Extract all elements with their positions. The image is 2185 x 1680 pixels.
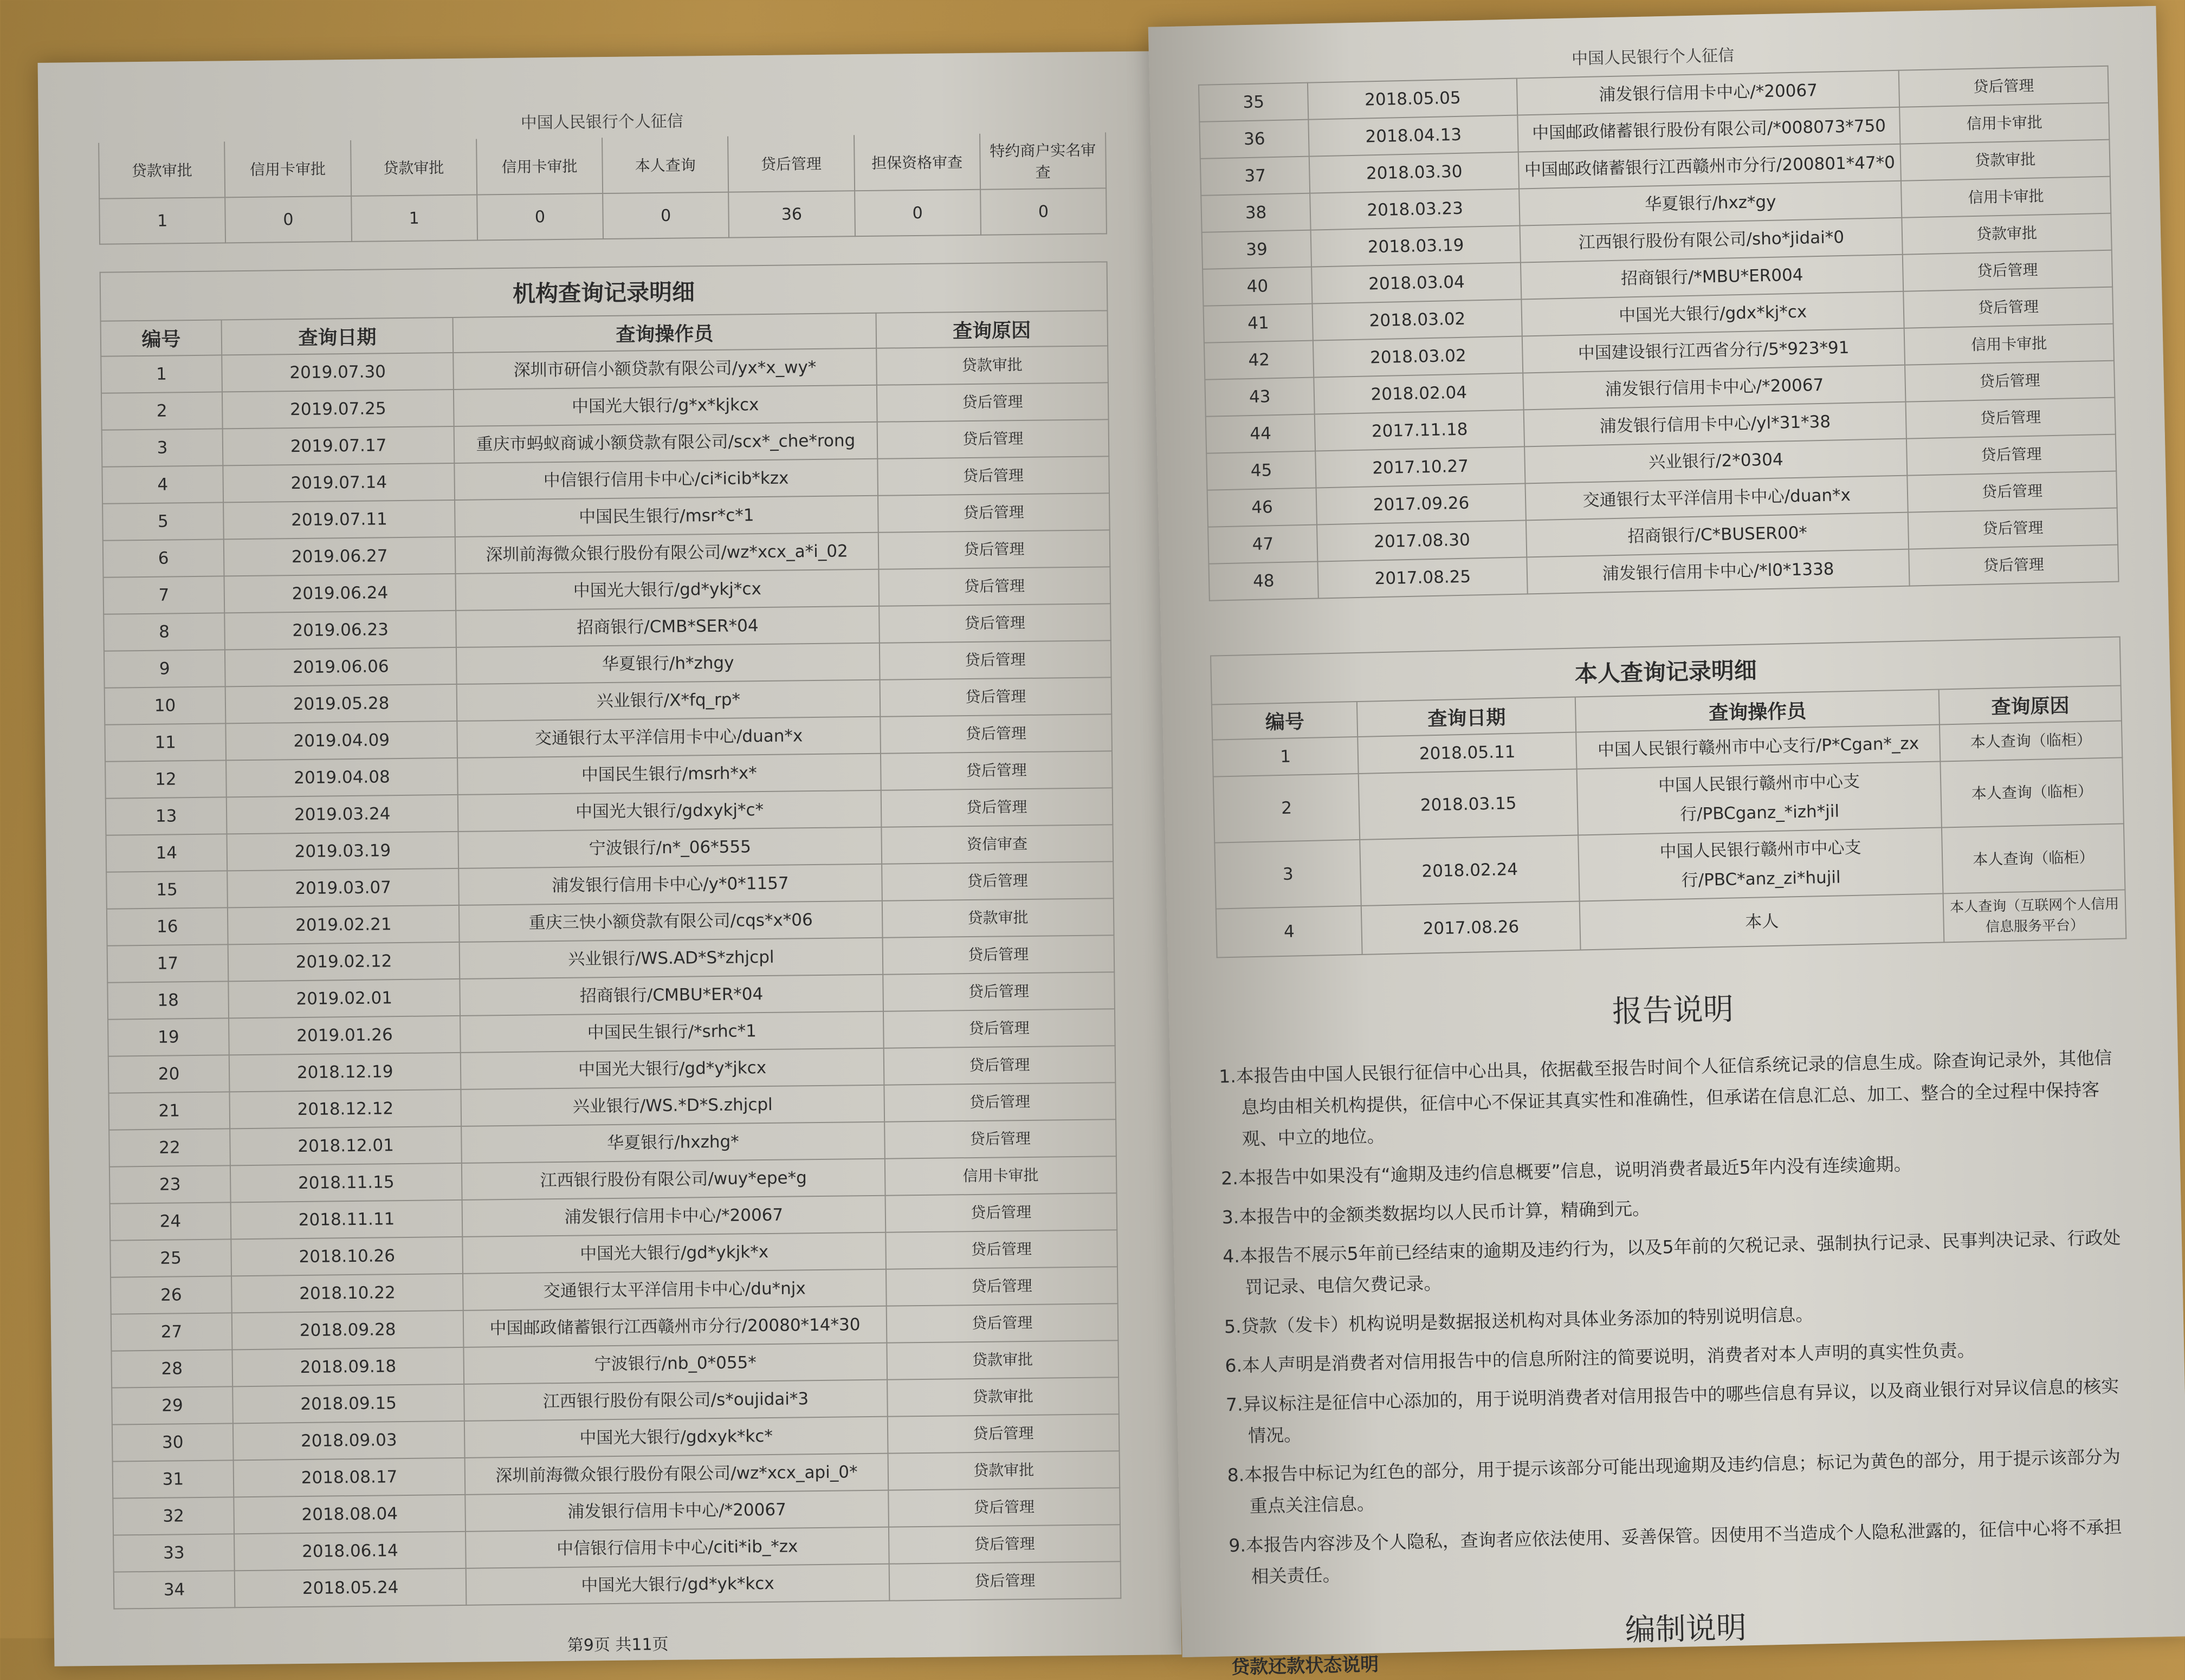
query-reason: 贷后管理 bbox=[878, 493, 1110, 532]
query-operator: 华夏银行/hxzhg* bbox=[461, 1122, 884, 1163]
query-reason: 贷后管理 bbox=[878, 530, 1110, 569]
query-operator: 中国光大银行/gdxykj*c* bbox=[458, 790, 881, 832]
query-reason: 信用卡审批 bbox=[1899, 103, 2109, 144]
record-number: 11 bbox=[105, 723, 226, 761]
query-reason: 本人查询（临柜） bbox=[1942, 823, 2125, 893]
query-summary-table bbox=[98, 132, 1107, 244]
query-reason: 贷款审批 bbox=[887, 1340, 1119, 1379]
query-reason: 信用卡审批 bbox=[884, 1156, 1116, 1195]
query-reason: 贷款审批 bbox=[1900, 140, 2110, 181]
record-number: 1 bbox=[1212, 737, 1359, 777]
summary-value: 0 bbox=[603, 192, 729, 239]
query-date: 2019.04.09 bbox=[225, 721, 457, 760]
record-number: 27 bbox=[111, 1313, 232, 1351]
query-reason: 本人查询（临柜） bbox=[1940, 721, 2122, 761]
query-date: 2018.03.19 bbox=[1311, 226, 1521, 267]
query-operator: 深圳前海微众银行股份有限公司/wz*xcx_api_0* bbox=[465, 1454, 888, 1495]
query-operator: 中国邮政储蓄银行江西赣州市分行/200801*47*0 bbox=[1518, 144, 1901, 189]
column-header-operator: 查询操作员 bbox=[453, 313, 876, 353]
record-number: 18 bbox=[107, 981, 229, 1019]
query-operator: 中信银行信用卡中心/ci*icib*kzx bbox=[455, 459, 878, 500]
column-header-number: 编号 bbox=[1212, 702, 1358, 740]
record-number: 6 bbox=[103, 539, 224, 577]
summary-value: 0 bbox=[855, 190, 981, 236]
query-date: 2019.02.21 bbox=[228, 905, 460, 944]
record-number: 30 bbox=[112, 1423, 234, 1461]
record-number: 16 bbox=[107, 907, 228, 945]
report-notes-title: 报告说明 bbox=[1612, 991, 1734, 1030]
query-date: 2019.03.07 bbox=[227, 868, 459, 907]
query-reason: 贷后管理 bbox=[1906, 398, 2116, 439]
compile-notes-title: 编制说明 bbox=[1625, 1610, 1747, 1649]
query-date: 2019.04.08 bbox=[226, 758, 458, 797]
query-reason: 贷后管理 bbox=[1905, 361, 2115, 402]
query-operator: 中国光大银行/gd*y*jkcx bbox=[461, 1048, 884, 1089]
summary-header: 贷款审批 bbox=[99, 141, 225, 198]
record-number: 24 bbox=[110, 1202, 231, 1240]
column-header-operator: 查询操作员 bbox=[1575, 690, 1940, 732]
query-reason: 贷后管理 bbox=[1908, 508, 2118, 549]
query-operator: 中国光大银行/g*x*kjkcx bbox=[454, 385, 877, 426]
query-reason: 贷款审批 bbox=[882, 898, 1114, 937]
record-number: 39 bbox=[1202, 230, 1312, 269]
query-reason: 贷后管理 bbox=[881, 788, 1113, 827]
query-date: 2019.07.14 bbox=[223, 463, 455, 502]
query-reason: 贷后管理 bbox=[877, 456, 1109, 495]
query-date: 2018.11.11 bbox=[231, 1200, 463, 1239]
query-operator: 中国光大银行/gdx*kj*cx bbox=[1522, 291, 1904, 336]
self-query-table bbox=[1211, 685, 2126, 958]
record-number: 47 bbox=[1208, 524, 1318, 563]
query-operator: 宁波银行/nb_0*055* bbox=[464, 1343, 887, 1384]
query-operator: 招商银行/*MBU*ER004 bbox=[1521, 255, 1903, 300]
report-notes bbox=[1219, 1042, 2140, 1593]
query-reason: 贷款审批 bbox=[887, 1377, 1119, 1416]
query-date: 2018.03.30 bbox=[1309, 152, 1519, 193]
query-operator: 中国民生银行/msrh*x* bbox=[457, 754, 881, 795]
query-operator: 中国人民银行赣州市中心支行/PBC*anz_zi*hujil bbox=[1578, 827, 1943, 901]
query-date: 2018.06.14 bbox=[234, 1532, 466, 1571]
query-reason: 贷后管理 bbox=[886, 1267, 1118, 1306]
query-operator: 浦发银行信用卡中心/*20067 bbox=[1523, 365, 1906, 410]
query-reason: 贷后管理 bbox=[877, 419, 1109, 458]
record-number: 22 bbox=[109, 1128, 230, 1166]
record-number: 45 bbox=[1206, 451, 1316, 490]
record-number: 3 bbox=[102, 429, 223, 466]
query-operator: 中国民生银行/msr*c*1 bbox=[455, 496, 878, 537]
query-date: 2018.09.15 bbox=[232, 1384, 464, 1423]
query-date: 2018.12.19 bbox=[229, 1053, 461, 1092]
query-date: 2019.01.26 bbox=[229, 1016, 461, 1055]
query-date: 2019.02.12 bbox=[228, 942, 460, 981]
query-reason: 贷后管理 bbox=[885, 1193, 1117, 1232]
query-operator: 招商银行/CMB*SER*04 bbox=[456, 606, 879, 647]
summary-header: 贷款审批 bbox=[351, 139, 477, 196]
query-operator: 本人 bbox=[1580, 893, 1944, 950]
query-date: 2017.08.30 bbox=[1317, 520, 1527, 561]
query-date: 2019.07.30 bbox=[222, 353, 454, 392]
record-number: 15 bbox=[106, 871, 228, 909]
query-reason: 贷后管理 bbox=[889, 1561, 1121, 1600]
record-number: 19 bbox=[108, 1018, 229, 1056]
query-operator: 中国邮政储蓄银行股份有限公司/*008073*750 bbox=[1518, 107, 1900, 152]
report-note-item: 6.本人声明是消费者对信用报告中的信息所附注的简要说明，消费者对本人声明的真实性负责。 bbox=[1225, 1339, 1976, 1377]
query-date: 2017.09.26 bbox=[1316, 483, 1526, 524]
report-note-item: 7.异议标注是征信中心添加的，用于说明消费者对信用报告中的哪些信息有异议，以及商业银行对异议信息的核实情况。 bbox=[1225, 1375, 2119, 1447]
query-reason: 贷后管理 bbox=[881, 751, 1113, 790]
query-reason: 贷后管理 bbox=[1909, 545, 2118, 586]
record-number: 25 bbox=[110, 1239, 231, 1277]
query-date: 2018.08.04 bbox=[234, 1495, 466, 1534]
record-number: 26 bbox=[111, 1276, 232, 1314]
institution-query-table-continued bbox=[1198, 66, 2119, 601]
record-number: 4 bbox=[102, 465, 223, 503]
query-date: 2017.08.25 bbox=[1318, 557, 1528, 598]
query-reason: 贷后管理 bbox=[1907, 471, 2117, 513]
query-date: 2018.02.24 bbox=[1360, 835, 1580, 906]
query-operator: 交通银行太平洋信用卡中心/duan*x bbox=[1525, 476, 1908, 521]
query-operator: 浦发银行信用卡中心/*20067 bbox=[1517, 70, 1899, 115]
page-header: 中国人民银行个人征信 bbox=[1571, 46, 1735, 69]
query-date: 2019.07.17 bbox=[223, 426, 455, 465]
query-reason: 贷款审批 bbox=[876, 346, 1108, 385]
query-date: 2018.05.11 bbox=[1358, 732, 1577, 774]
query-operator: 兴业银行/WS.AD*S*zhjcpl bbox=[460, 938, 883, 979]
record-number: 5 bbox=[102, 502, 224, 540]
query-operator: 兴业银行/2*0304 bbox=[1524, 439, 1907, 484]
record-number: 41 bbox=[1203, 304, 1313, 343]
query-operator: 中国光大银行/gd*ykjk*x bbox=[463, 1233, 886, 1274]
query-date: 2017.08.26 bbox=[1361, 901, 1581, 954]
record-number: 35 bbox=[1199, 83, 1309, 122]
query-date: 2018.12.12 bbox=[229, 1089, 461, 1128]
query-reason: 贷后管理 bbox=[1903, 250, 2112, 291]
record-number: 23 bbox=[109, 1165, 231, 1203]
left-page bbox=[38, 51, 1182, 1666]
query-date: 2018.05.24 bbox=[235, 1568, 467, 1607]
query-reason: 贷款审批 bbox=[1902, 213, 2111, 255]
record-number: 38 bbox=[1201, 193, 1311, 232]
query-date: 2019.07.25 bbox=[222, 390, 454, 429]
record-number: 33 bbox=[113, 1534, 235, 1572]
query-operator: 浦发银行信用卡中心/*20067 bbox=[466, 1490, 889, 1532]
summary-value: 1 bbox=[99, 197, 225, 244]
query-operator: 中国建设银行江西省分行/5*923*91 bbox=[1522, 328, 1905, 373]
query-operator: 浦发银行信用卡中心/*20067 bbox=[462, 1196, 885, 1237]
query-date: 2019.06.24 bbox=[224, 574, 456, 613]
query-operator: 交通银行太平洋信用卡中心/du*njx bbox=[463, 1269, 886, 1311]
query-date: 2017.10.27 bbox=[1316, 446, 1525, 488]
query-reason: 贷后管理 bbox=[1903, 287, 2113, 328]
query-reason: 贷后管理 bbox=[885, 1230, 1117, 1269]
query-reason: 本人查询（临柜） bbox=[1941, 757, 2124, 827]
record-number: 2 bbox=[101, 392, 223, 430]
repayment-status-label: 贷款还款状态说明 bbox=[1231, 1653, 1379, 1679]
query-date: 2019.03.24 bbox=[227, 795, 458, 834]
query-operator: 招商银行/C*BUSER00* bbox=[1526, 513, 1909, 557]
summary-value: 0 bbox=[980, 188, 1107, 235]
page-header: 中国人民银行个人征信 bbox=[520, 112, 683, 133]
query-reason: 贷后管理 bbox=[883, 1046, 1115, 1085]
query-reason: 贷后管理 bbox=[883, 972, 1115, 1011]
summary-value: 0 bbox=[477, 193, 603, 240]
query-operator: 江西银行股份有限公司/s*oujidai*3 bbox=[464, 1380, 887, 1421]
record-number: 20 bbox=[108, 1055, 230, 1093]
institution-query-table bbox=[100, 310, 1122, 1609]
query-date: 2018.11.15 bbox=[230, 1163, 462, 1202]
record-number: 43 bbox=[1205, 378, 1315, 417]
query-date: 2019.02.01 bbox=[228, 979, 460, 1018]
summary-header: 贷后管理 bbox=[728, 135, 854, 192]
query-operator: 重庆三快小额贷款有限公司/cqs*x*06 bbox=[459, 901, 882, 942]
record-number: 14 bbox=[106, 834, 227, 872]
query-operator: 中国光大银行/gdxyk*kc* bbox=[464, 1417, 888, 1458]
query-reason: 贷后管理 bbox=[883, 1009, 1115, 1048]
query-date: 2018.09.28 bbox=[232, 1311, 464, 1350]
column-header-date: 查询日期 bbox=[1357, 697, 1576, 737]
record-number: 17 bbox=[107, 944, 229, 982]
query-date: 2018.03.02 bbox=[1313, 336, 1523, 377]
summary-header: 信用卡审批 bbox=[476, 138, 603, 194]
query-date: 2018.08.17 bbox=[234, 1458, 466, 1497]
query-operator: 浦发银行信用卡中心/*l0*1338 bbox=[1527, 549, 1910, 594]
summary-header: 特约商户实名审查 bbox=[980, 132, 1106, 189]
section-title: 机构查询记录明细 bbox=[100, 261, 1108, 320]
query-reason: 贷后管理 bbox=[1906, 434, 2116, 476]
query-date: 2018.03.02 bbox=[1313, 299, 1522, 340]
query-reason: 信用卡审批 bbox=[1904, 324, 2114, 365]
query-reason: 贷后管理 bbox=[878, 567, 1110, 606]
query-reason: 信用卡审批 bbox=[1901, 177, 2111, 218]
query-date: 2019.07.11 bbox=[223, 500, 455, 539]
query-operator: 深圳市研信小额贷款有限公司/yx*x_wy* bbox=[453, 348, 876, 390]
column-header-number: 编号 bbox=[101, 320, 222, 356]
query-reason: 贷后管理 bbox=[1899, 66, 2109, 107]
query-reason: 贷后管理 bbox=[880, 714, 1112, 753]
query-operator: 兴业银行/X*fq_rp* bbox=[457, 680, 880, 721]
report-note-item: 4.本报告不展示5年前已经结束的逾期及违约行为，以及5年前的欠税记录、强制执行记录、民事判决记录、行政处罚记录、电信欠费记录。 bbox=[1222, 1227, 2121, 1298]
page-number: 第9页 共11页 bbox=[567, 1634, 669, 1655]
query-date: 2019.06.23 bbox=[224, 611, 456, 650]
record-number: 40 bbox=[1203, 267, 1313, 306]
summary-header: 本人查询 bbox=[602, 137, 728, 193]
record-number: 32 bbox=[113, 1497, 234, 1535]
query-operator: 浦发银行信用卡中心/yl*31*38 bbox=[1524, 402, 1906, 447]
record-number: 36 bbox=[1199, 120, 1309, 159]
query-operator: 中信银行信用卡中心/citi*ib_*zx bbox=[466, 1527, 889, 1568]
column-header-date: 查询日期 bbox=[221, 317, 453, 355]
query-reason: 资信审查 bbox=[881, 825, 1113, 864]
query-date: 2019.06.06 bbox=[225, 647, 457, 686]
query-operator: 兴业银行/WS.*D*S.zhjcpl bbox=[461, 1085, 884, 1126]
record-number: 46 bbox=[1207, 488, 1317, 527]
query-date: 2018.10.22 bbox=[231, 1274, 463, 1313]
query-date: 2018.09.03 bbox=[233, 1421, 465, 1460]
record-number: 4 bbox=[1216, 906, 1362, 958]
query-reason: 贷后管理 bbox=[888, 1488, 1120, 1527]
query-reason: 贷后管理 bbox=[889, 1525, 1121, 1564]
summary-value: 1 bbox=[351, 194, 477, 241]
query-date: 2019.03.19 bbox=[227, 832, 458, 871]
query-operator: 深圳前海微众银行股份有限公司/wz*xcx_a*i_02 bbox=[455, 533, 878, 574]
column-header-reason: 查询原因 bbox=[1939, 685, 2122, 724]
column-header-reason: 查询原因 bbox=[876, 310, 1108, 348]
query-reason: 贷后管理 bbox=[879, 640, 1111, 679]
query-operator: 重庆市蚂蚁商诚小额贷款有限公司/scx*_che*rong bbox=[454, 422, 877, 463]
query-date: 2018.04.13 bbox=[1309, 115, 1518, 157]
query-date: 2018.02.04 bbox=[1314, 373, 1524, 414]
record-number: 9 bbox=[104, 650, 225, 687]
record-number: 48 bbox=[1208, 561, 1318, 600]
query-date: 2018.05.05 bbox=[1308, 79, 1517, 120]
query-operator: 中国人民银行赣州市中心支行/PBCganz_*izh*jil bbox=[1577, 761, 1942, 835]
query-operator: 中国光大银行/gd*yk*kcx bbox=[466, 1564, 889, 1605]
record-number: 13 bbox=[106, 797, 227, 835]
query-operator: 中国光大银行/gd*ykj*cx bbox=[456, 569, 879, 611]
record-number: 1 bbox=[101, 355, 222, 393]
report-note-item: 1.本报告由中国人民银行征信中心出具，依据截至报告时间个人征信系统记录的信息生成。除查询记录外，其他信息均由相关机构提供，征信中心不保证其真实性和准确性，但承诺在信息汇总、加工、整合的全过程中保持客观、中立的地位。 bbox=[1218, 1047, 2112, 1150]
summary-value: 0 bbox=[225, 196, 351, 243]
record-number: 7 bbox=[104, 576, 225, 614]
query-operator: 江西银行股份有限公司/wuy*epe*g bbox=[462, 1159, 885, 1200]
report-note-item: 3.本报告中的金额类数据均以人民币计算，精确到元。 bbox=[1221, 1197, 1651, 1228]
query-operator: 招商银行/CMBU*ER*04 bbox=[460, 975, 883, 1016]
report-note-item: 5.贷款（发卡）机构说明是数据报送机构对具体业务添加的特别说明信息。 bbox=[1224, 1303, 1814, 1338]
summary-value: 36 bbox=[728, 191, 855, 237]
query-operator: 华夏银行/hxz*gy bbox=[1519, 181, 1902, 226]
summary-header: 担保资格审查 bbox=[854, 134, 980, 191]
query-date: 2017.11.18 bbox=[1315, 410, 1524, 451]
right-page bbox=[1148, 6, 2185, 1679]
query-reason: 贷后管理 bbox=[884, 1082, 1116, 1121]
record-number: 34 bbox=[114, 1571, 235, 1608]
query-reason: 贷后管理 bbox=[880, 677, 1111, 716]
query-date: 2018.03.15 bbox=[1359, 769, 1578, 840]
query-date: 2019.06.27 bbox=[224, 537, 456, 576]
query-operator: 华夏银行/h*zhgy bbox=[456, 643, 880, 684]
query-reason: 贷后管理 bbox=[877, 382, 1109, 421]
report-note-item: 8.本报告中标记为红色的部分，用于提示该部分可能出现逾期及违约信息；标记为黄色的部分，用于提示该部分为重点关注信息。 bbox=[1227, 1445, 2121, 1517]
query-reason: 贷款审批 bbox=[888, 1451, 1120, 1490]
query-operator: 宁波银行/n*_06*555 bbox=[458, 827, 882, 868]
record-number: 42 bbox=[1204, 341, 1314, 380]
query-reason: 贷后管理 bbox=[882, 861, 1114, 900]
record-number: 3 bbox=[1214, 840, 1361, 909]
summary-header: 信用卡审批 bbox=[224, 140, 351, 197]
query-reason: 贷后管理 bbox=[884, 1119, 1116, 1158]
record-number: 37 bbox=[1200, 157, 1310, 196]
query-date: 2019.05.28 bbox=[225, 684, 457, 723]
query-reason: 本人查询（互联网个人信用信息服务平台） bbox=[1943, 890, 2126, 942]
query-operator: 江西银行股份有限公司/sho*jidai*0 bbox=[1520, 218, 1903, 263]
record-number: 2 bbox=[1213, 774, 1360, 843]
query-date: 2018.03.04 bbox=[1311, 263, 1521, 304]
query-reason: 贷后管理 bbox=[887, 1414, 1119, 1453]
record-number: 8 bbox=[104, 613, 225, 651]
record-number: 31 bbox=[113, 1460, 234, 1498]
record-number: 28 bbox=[111, 1350, 232, 1387]
query-date: 2018.09.18 bbox=[232, 1347, 464, 1386]
query-date: 2018.12.01 bbox=[230, 1126, 462, 1165]
record-number: 21 bbox=[108, 1092, 230, 1130]
query-reason: 贷后管理 bbox=[879, 604, 1111, 643]
query-date: 2018.03.23 bbox=[1310, 189, 1520, 230]
query-operator: 交通银行太平洋信用卡中心/duan*x bbox=[457, 717, 881, 758]
record-number: 10 bbox=[105, 686, 226, 724]
report-note-item: 2.本报告中如果没有“逾期及违约信息概要”信息，说明消费者最近5年内没有连续逾期。 bbox=[1220, 1153, 1912, 1189]
record-number: 44 bbox=[1206, 414, 1316, 453]
report-note-item: 9.本报告内容涉及个人隐私，查询者应依法使用、妥善保管。因使用不当造成个人隐私泄露的，征信中心将不承担相关责任。 bbox=[1229, 1516, 2122, 1587]
record-number: 12 bbox=[105, 760, 227, 798]
record-number: 29 bbox=[112, 1386, 233, 1424]
section-title: 本人查询记录明细 bbox=[1210, 636, 2122, 704]
query-operator: 浦发银行信用卡中心/y*0*1157 bbox=[458, 864, 882, 905]
query-operator: 中国人民银行赣州市中心支行/P*Cgan*_zx bbox=[1576, 724, 1940, 769]
query-operator: 中国邮政储蓄银行江西赣州市分行/20080*14*30 bbox=[463, 1306, 887, 1347]
query-reason: 贷后管理 bbox=[882, 935, 1114, 974]
query-operator: 中国民生银行/*srhc*1 bbox=[460, 1011, 883, 1053]
query-date: 2018.10.26 bbox=[231, 1237, 463, 1276]
query-reason: 贷后管理 bbox=[886, 1303, 1118, 1342]
